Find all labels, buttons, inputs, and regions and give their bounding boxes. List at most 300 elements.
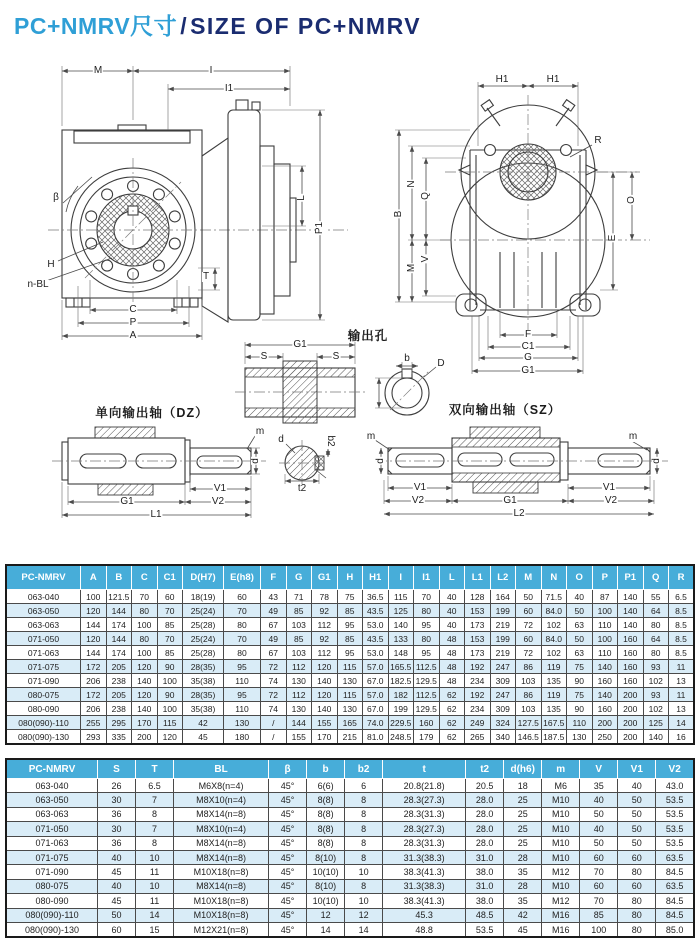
value-cell: 120 [157,730,183,745]
value-cell: 160 [618,660,644,674]
dim-label-side-r: R [594,135,602,146]
column-header: t [383,759,466,779]
front-view-art [46,66,348,340]
column-header: T [136,759,174,779]
value-cell: 30 [98,793,136,807]
value-cell: 80 [618,922,656,937]
value-cell: 120 [81,632,107,646]
table-row [6,674,694,688]
dim-label-sz-v1-right: V1 [602,482,616,493]
value-cell: 40 [439,604,465,618]
table-row [6,894,694,908]
value-cell: 248.5 [388,730,414,745]
value-cell: 45° [269,894,307,908]
dim-label-front-p1: P1 [314,221,325,235]
dim-label-sec-t2: t2 [297,483,307,494]
table-row [6,793,694,807]
dim-label-side-v: V [420,255,431,263]
value-cell: 215 [337,730,363,745]
value-cell: 140 [618,604,644,618]
value-cell: 63.5 [656,879,694,893]
model-cell: 080-075 [6,879,98,893]
value-cell: 72 [261,688,287,702]
value-cell: M10 [542,822,580,836]
value-cell: 28.3(27.3) [383,822,466,836]
value-cell: 70 [580,865,618,879]
value-cell: 57.0 [363,688,389,702]
value-cell: 11 [136,894,174,908]
value-cell: 45° [269,879,307,893]
column-header: V [580,759,618,779]
value-cell: 40 [618,779,656,793]
value-cell: M12X21(n=8) [174,922,269,937]
table-row [6,716,694,730]
value-cell: 200 [132,730,158,745]
value-cell: 238 [106,674,132,688]
value-cell: 205 [106,660,132,674]
value-cell: 14 [307,922,345,937]
column-header: BL [174,759,269,779]
value-cell: 135 [541,674,567,688]
value-cell: 7 [136,822,174,836]
value-cell: 8 [345,807,383,821]
value-cell: 53.0 [363,646,389,660]
value-cell: M16 [542,922,580,937]
value-cell: 48.5 [466,908,504,922]
value-cell: 48.8 [383,922,466,937]
dim-label-hole-s-right: S [332,351,340,362]
value-cell: 63.5 [656,850,694,864]
value-cell: 200 [618,716,644,730]
value-cell: 8(8) [307,793,345,807]
value-cell: 38.0 [466,894,504,908]
value-cell: M10 [542,793,580,807]
value-cell: 255 [81,716,107,730]
value-cell: 14 [669,716,695,730]
value-cell: 103 [516,702,542,716]
value-cell: 62 [439,702,465,716]
dim-label-side-b: B [393,210,404,218]
value-cell: 80 [132,604,158,618]
value-cell: 133 [388,632,414,646]
value-cell: 78 [312,590,338,604]
value-cell: 18(19) [183,590,224,604]
value-cell: M10X18(n=8) [174,908,269,922]
value-cell: 40 [439,618,465,632]
value-cell: 42 [183,716,224,730]
value-cell: 120 [312,688,338,702]
value-cell: M10 [542,850,580,864]
dim-label-dz-l1: L1 [150,509,162,520]
value-cell: 8.5 [669,618,695,632]
value-cell: 293 [81,730,107,745]
model-cell: 071-075 [6,660,81,674]
value-cell: 50 [580,807,618,821]
column-header: L1 [465,565,491,590]
value-cell: 50 [98,908,136,922]
value-cell: 64 [643,604,669,618]
value-cell: 90 [567,702,593,716]
value-cell: 53.5 [656,836,694,850]
value-cell: 62 [439,716,465,730]
value-cell: 50 [618,822,656,836]
value-cell: 80 [618,894,656,908]
value-cell: 219 [490,618,516,632]
value-cell: 144 [81,646,107,660]
value-cell: 28(35) [183,688,224,702]
value-cell: 36 [98,807,136,821]
value-cell: 80 [643,618,669,632]
value-cell: 25(24) [183,632,224,646]
value-cell: 50 [516,590,542,604]
value-cell: 112 [312,646,338,660]
value-cell: 45 [183,730,224,745]
value-cell: 64 [643,632,669,646]
value-cell: 8(8) [307,807,345,821]
value-cell: 38.0 [466,865,504,879]
value-cell: 140 [388,618,414,632]
value-cell: 130 [286,702,312,716]
value-cell: 160 [592,702,618,716]
value-cell: 115 [157,716,183,730]
value-cell: 20.5 [466,779,504,793]
value-cell: 112 [312,618,338,632]
value-cell: 43.5 [363,604,389,618]
value-cell: 110 [224,702,261,716]
value-cell: 164 [490,590,516,604]
value-cell: 8 [345,822,383,836]
column-header: C [132,565,158,590]
table-row [6,908,694,922]
model-cell: 071-075 [6,850,98,864]
value-cell: 85 [337,632,363,646]
table-row [6,632,694,646]
value-cell: 170 [312,730,338,745]
value-cell: 40 [98,879,136,893]
value-cell: 60 [516,604,542,618]
table-row [6,590,694,604]
dim-label-side-h1-left: H1 [495,74,509,85]
value-cell: M8X10(n=4) [174,822,269,836]
value-cell: 140 [618,618,644,632]
dim-label-side-q: Q [420,192,431,200]
model-cell: 080(090)-110 [6,908,98,922]
value-cell: 14 [136,908,174,922]
model-cell: 080(090)-130 [6,730,81,745]
value-cell: 155 [286,730,312,745]
value-cell: 95 [337,618,363,632]
value-cell: 8 [136,807,174,821]
value-cell: 115 [388,590,414,604]
dim-label-side-e: E [607,234,618,242]
value-cell: 103 [286,646,312,660]
value-cell: / [261,730,287,745]
value-cell: 67.0 [363,674,389,688]
dim-label-hole-s-left: S [260,351,268,362]
value-cell: 53.5 [656,793,694,807]
value-cell: 90 [157,688,183,702]
value-cell: 86 [516,688,542,702]
value-cell: 140 [132,702,158,716]
model-cell: 080(090)-130 [6,922,98,937]
value-cell: 60 [224,590,261,604]
value-cell: 182.5 [388,674,414,688]
value-cell: 199 [490,604,516,618]
value-cell: 160 [592,674,618,688]
value-cell: 50 [567,632,593,646]
value-cell: 85 [286,632,312,646]
value-cell: 146.5 [516,730,542,745]
value-cell: 140 [592,688,618,702]
dim-label-sec-b2: b2 [325,435,336,447]
value-cell: 10 [136,850,174,864]
side-view-art [395,82,650,374]
value-cell: 50 [618,807,656,821]
value-cell: 67 [261,646,287,660]
title-chinese: PC+NMRV尺寸 [14,13,178,39]
value-cell: 170 [132,716,158,730]
value-cell: 140 [312,674,338,688]
value-cell: 165.5 [388,660,414,674]
value-cell: 48 [439,674,465,688]
value-cell: 25 [504,807,542,821]
value-cell: 45° [269,908,307,922]
value-cell: 40 [439,590,465,604]
value-cell: 85 [337,604,363,618]
value-cell: 43.0 [656,779,694,793]
value-cell: 115 [337,688,363,702]
value-cell: 8.5 [669,632,695,646]
value-cell: 6.5 [136,779,174,793]
value-cell: 249 [465,716,491,730]
table-row [6,822,694,836]
table-row [6,660,694,674]
value-cell: 35 [504,894,542,908]
value-cell: 18 [504,779,542,793]
value-cell: M8X14(n=8) [174,879,269,893]
value-cell: 112 [286,660,312,674]
value-cell: 95 [224,660,261,674]
value-cell: 60 [580,850,618,864]
value-cell: 128 [465,590,491,604]
value-cell: 112.5 [414,660,440,674]
title-english: SIZE OF PC+NMRV [190,13,422,39]
dim-label-front-p: P [129,317,137,328]
value-cell: 57.0 [363,660,389,674]
value-cell: M8X10(n=4) [174,793,269,807]
value-cell: 102 [643,674,669,688]
value-cell: 28.3(31.3) [383,807,466,821]
value-cell: M6 [542,779,580,793]
value-cell: 38.3(41.3) [383,894,466,908]
value-cell: 25 [504,793,542,807]
dim-label-front-n-bl: n-BL [27,279,49,290]
value-cell: 8 [345,836,383,850]
value-cell: 180 [224,730,261,745]
table-row [6,879,694,893]
value-cell: 200 [618,688,644,702]
value-cell: 95 [337,646,363,660]
dim-label-side-f: F [524,329,532,340]
value-cell: 36.5 [363,590,389,604]
value-cell: 140 [312,702,338,716]
value-cell: 25 [504,822,542,836]
value-cell: 53.5 [656,822,694,836]
value-cell: M10X18(n=8) [174,865,269,879]
value-cell: 247 [490,660,516,674]
value-cell: 120 [132,660,158,674]
column-header: m [542,759,580,779]
value-cell: 50 [618,793,656,807]
value-cell: 234 [465,674,491,688]
value-cell: 45 [98,894,136,908]
value-cell: 63 [567,618,593,632]
dimension-table-shaft [5,758,695,938]
value-cell: 112.5 [414,688,440,702]
value-cell: 130 [567,730,593,745]
value-cell: 229.5 [388,716,414,730]
value-cell: 103 [516,674,542,688]
dim-label-front-beta: β [53,192,59,203]
dim-label-dz-v2: V2 [211,496,225,507]
value-cell: 70 [157,604,183,618]
value-cell: 90 [157,660,183,674]
value-cell: 295 [106,716,132,730]
value-cell: 60 [516,632,542,646]
dim-label-front-m: M [93,65,103,76]
value-cell: 84.5 [656,865,694,879]
value-cell: 28 [504,850,542,864]
value-cell: 45° [269,779,307,793]
value-cell: 95 [414,618,440,632]
value-cell: 30 [98,822,136,836]
value-cell: 8.5 [669,646,695,660]
dim-label-side-m: M [406,263,417,273]
value-cell: 28.0 [466,836,504,850]
value-cell: 70 [414,590,440,604]
dim-label-front-t: T [202,271,210,282]
value-cell: 43.5 [363,632,389,646]
value-cell: 200 [618,702,644,716]
model-cell: 063-040 [6,779,98,793]
value-cell: M16 [542,908,580,922]
value-cell: 90 [567,674,593,688]
value-cell: 8(10) [307,850,345,864]
value-cell: 102 [541,646,567,660]
value-cell: 70 [580,894,618,908]
value-cell: 53.0 [363,618,389,632]
value-cell: 42 [504,908,542,922]
value-cell: 81.0 [363,730,389,745]
model-cell: 080-090 [6,894,98,908]
value-cell: M10X18(n=8) [174,894,269,908]
dim-label-hole-d: D [437,358,445,369]
value-cell: M6X8(n=4) [174,779,269,793]
dim-label-front-a: A [129,330,137,341]
column-header: G1 [312,565,338,590]
value-cell: 95 [414,646,440,660]
value-cell: 219 [490,646,516,660]
value-cell: 71 [286,590,312,604]
value-cell: 53.5 [656,807,694,821]
value-cell: 45° [269,922,307,937]
value-cell: 28.3(31.3) [383,836,466,850]
column-header: C1 [157,565,183,590]
value-cell: 67.0 [363,702,389,716]
value-cell: 85 [580,908,618,922]
column-header: P1 [618,565,644,590]
value-cell: 80 [132,632,158,646]
value-cell: 110 [224,674,261,688]
value-cell: 75 [567,688,593,702]
value-cell: 173 [465,618,491,632]
value-cell: 130 [337,702,363,716]
column-header: t2 [466,759,504,779]
model-cell: 071-050 [6,632,81,646]
value-cell: 173 [465,646,491,660]
value-cell: 324 [490,716,516,730]
value-cell: 31.3(38.3) [383,879,466,893]
title-separator: / [180,13,188,39]
value-cell: 120 [312,660,338,674]
dim-label-dz-v1: V1 [213,483,227,494]
value-cell: 8(10) [307,879,345,893]
value-cell: 6(6) [307,779,345,793]
dz-shaft-title: 单向输出轴（DZ） [95,405,209,420]
value-cell: 45 [98,865,136,879]
value-cell: 60 [618,850,656,864]
table-row [6,779,694,793]
value-cell: 120 [132,688,158,702]
value-cell: 206 [81,702,107,716]
dim-label-sz-v2-left: V2 [411,495,425,506]
value-cell: 48 [439,660,465,674]
dim-label-front-c: C [129,304,137,315]
value-cell: 38.3(41.3) [383,865,466,879]
value-cell: 100 [592,604,618,618]
value-cell: 45° [269,850,307,864]
model-cell: 063-063 [6,618,81,632]
value-cell: 25(28) [183,618,224,632]
value-cell: 36 [98,836,136,850]
sz-shaft-title: 双向输出轴（SZ） [448,402,562,417]
table-row [6,865,694,879]
value-cell: 6 [345,779,383,793]
value-cell: 40 [580,822,618,836]
value-cell: 80 [224,618,261,632]
model-cell: 080-075 [6,688,81,702]
column-header: B [106,565,132,590]
column-header: I1 [414,565,440,590]
model-cell: 063-063 [6,807,98,821]
dim-label-side-c1: C1 [521,341,535,352]
value-cell: 100 [580,922,618,937]
value-cell: 199 [490,632,516,646]
value-cell: 200 [618,730,644,745]
dim-label-front-i1: I1 [224,83,234,94]
value-cell: 340 [490,730,516,745]
value-cell: 72 [516,618,542,632]
model-cell: 080(090)-110 [6,716,81,730]
value-cell: 31.3(38.3) [383,850,466,864]
column-header: Q [643,565,669,590]
value-cell: 86 [516,660,542,674]
value-cell: 16 [669,730,695,745]
value-cell: 174 [106,618,132,632]
value-cell: 100 [132,618,158,632]
table-row [6,850,694,864]
value-cell: 192 [465,660,491,674]
